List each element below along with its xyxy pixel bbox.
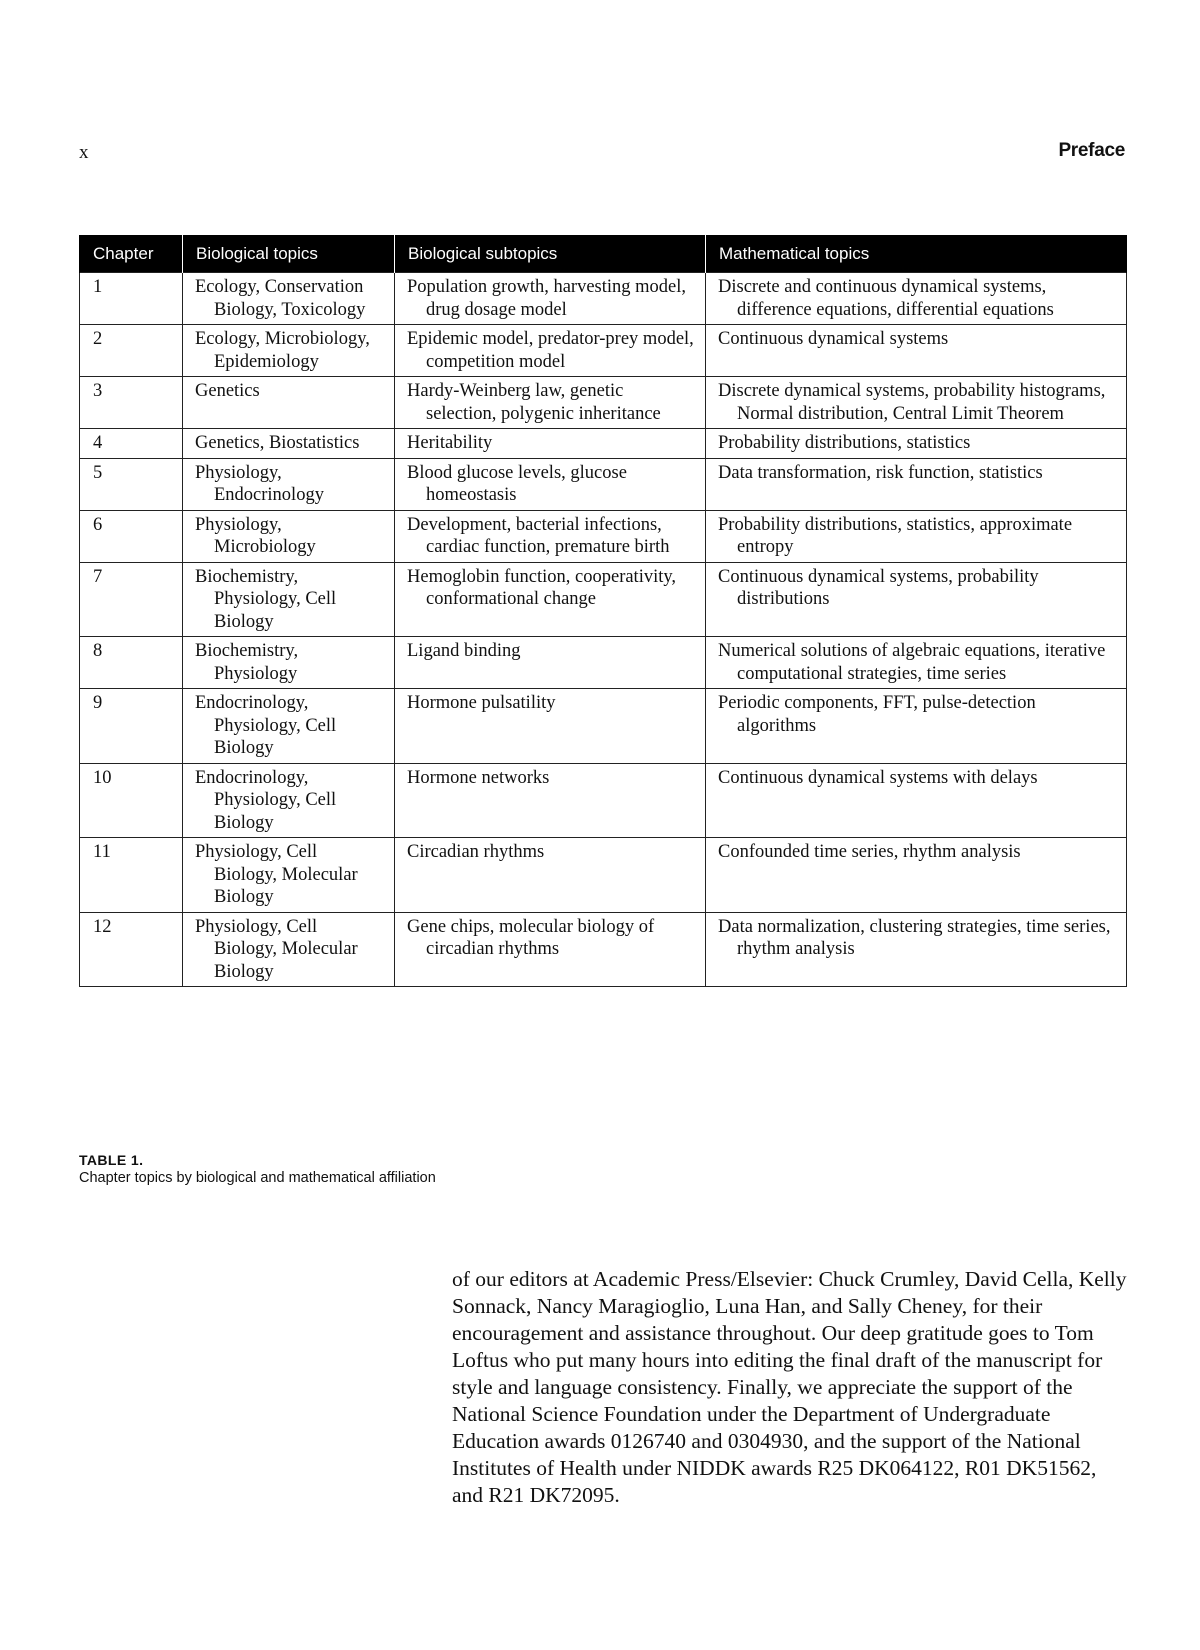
mathematical-topics-cell [706, 429, 1127, 459]
biological-subtopics-text: Heritability [407, 433, 493, 453]
biological-subtopics-cell [395, 763, 706, 838]
table-row [80, 377, 1127, 429]
caption-text: Chapter topics by biological and mathematical affiliation [79, 1170, 436, 1186]
chapter-cell: 2 [80, 325, 183, 377]
biological-topics-text: Genetics, Biostatistics [195, 433, 360, 453]
biological-topics-text: Endocrinology, Physiology, Cell Biology [195, 767, 337, 833]
chapter-cell: 5 [80, 458, 183, 510]
biological-topics-text: Physiology, Endocrinology [195, 462, 324, 505]
table-row [80, 637, 1127, 689]
biological-subtopics-text: Epidemic model, predator-prey model, competition model [407, 329, 694, 372]
biological-topics-cell [183, 458, 395, 510]
biological-subtopics-cell [395, 637, 706, 689]
biological-subtopics-text: Development, bacterial infections, cardiac function, premature birth [407, 514, 670, 557]
mathematical-topics-cell [706, 838, 1127, 913]
mathematical-topics-text: Probability distributions, statistics [718, 433, 971, 453]
table-row [80, 562, 1127, 637]
table-row [80, 273, 1127, 325]
table-row [80, 838, 1127, 913]
biological-subtopics-cell [395, 689, 706, 764]
biological-topics-cell [183, 637, 395, 689]
chapter-cell: 6 [80, 510, 183, 562]
mathematical-topics-text: Data normalization, clustering strategies, time series, rhythm analysis [718, 916, 1111, 959]
biological-subtopics-cell [395, 429, 706, 459]
table-row [80, 429, 1127, 459]
table-row [80, 912, 1127, 987]
chapter-cell: 11 [80, 838, 183, 913]
table-row [80, 458, 1127, 510]
biological-topics-text: Biochemistry, Physiology [195, 641, 299, 684]
mathematical-topics-text: Numerical solutions of algebraic equations, iterative computational strategies, time series [718, 641, 1106, 684]
chapter-cell: 9 [80, 689, 183, 764]
biological-topics-cell [183, 763, 395, 838]
mathematical-topics-cell [706, 325, 1127, 377]
biological-topics-text: Biochemistry, Physiology, Cell Biology [195, 566, 337, 632]
biological-topics-text: Endocrinology, Physiology, Cell Biology [195, 693, 337, 758]
mathematical-topics-text: Discrete and continuous dynamical systems, difference equations, differential equations [718, 277, 1054, 320]
chapter-cell: 8 [80, 637, 183, 689]
mathematical-topics-cell [706, 689, 1127, 764]
mathematical-topics-cell [706, 763, 1127, 838]
header-biological-topics: Biological topics [183, 235, 395, 273]
chapter-cell: 4 [80, 429, 183, 459]
body-paragraph: of our editors at Academic Press/Elsevier: Chuck Crumley, David Cella, Kelly Sonnack, Nancy Maragioglio, Luna Han, and Sally Cheney, for their encouragement and assistance throughout. Our deep gratitude goes to Tom Loftus who put many hours into editing the final draft of the manuscript for style and language consistency. Finally, we appreciate the support of the National Science Foundation under the Department of Undergraduate Education awards 0126740 and 0304930, and the support of the National Institutes of Health under NIDDK awards R25 DK064122, R01 DK51562, and R21 DK72095. [452, 1267, 1127, 1507]
biological-subtopics-cell [395, 562, 706, 637]
biological-topics-text: Ecology, Conservation Biology, Toxicology [195, 277, 366, 320]
biological-subtopics-text: Hardy-Weinberg law, genetic selection, polygenic inheritance [407, 381, 661, 424]
biological-subtopics-text: Hemoglobin function, cooperativity, conformational change [407, 566, 677, 609]
header-biological-subtopics: Biological subtopics [395, 235, 706, 273]
mathematical-topics-cell [706, 458, 1127, 510]
page-number: x [79, 142, 89, 163]
preface-body [452, 1266, 1132, 1509]
chapter-cell: 10 [80, 763, 183, 838]
mathematical-topics-cell [706, 912, 1127, 987]
biological-topics-text: Genetics [195, 381, 260, 401]
running-head: Preface [1058, 140, 1125, 161]
chapter-cell: 12 [80, 912, 183, 987]
table-row [80, 689, 1127, 764]
biological-topics-cell [183, 325, 395, 377]
biological-topics-cell [183, 562, 395, 637]
table-header-row [80, 235, 1127, 273]
mathematical-topics-text: Data transformation, risk function, statistics [718, 462, 1043, 483]
mathematical-topics-cell [706, 562, 1127, 637]
biological-topics-cell [183, 510, 395, 562]
biological-subtopics-cell [395, 838, 706, 913]
mathematical-topics-text: Continuous dynamical systems, probability distributions [718, 566, 1039, 609]
mathematical-topics-cell [706, 637, 1127, 689]
mathematical-topics-cell [706, 377, 1127, 429]
biological-topics-text: Physiology, Microbiology [195, 514, 316, 557]
biological-subtopics-cell [395, 912, 706, 987]
mathematical-topics-text: Probability distributions, statistics, approximate entropy [718, 514, 1073, 557]
biological-subtopics-cell [395, 510, 706, 562]
table-row [80, 763, 1127, 838]
biological-subtopics-text: Ligand binding [407, 641, 521, 661]
mathematical-topics-text: Continuous dynamical systems [718, 329, 949, 349]
header-mathematical-topics: Mathematical topics [706, 235, 1127, 273]
biological-subtopics-cell [395, 273, 706, 325]
biological-topics-cell [183, 429, 395, 459]
mathematical-topics-cell [706, 510, 1127, 562]
mathematical-topics-text: Confounded time series, rhythm analysis [718, 842, 1021, 862]
chapter-topics-table [79, 235, 1127, 987]
biological-subtopics-cell [395, 325, 706, 377]
mathematical-topics-text: Periodic components, FFT, pulse-detection algorithms [718, 693, 1036, 736]
biological-subtopics-text: Hormone networks [407, 767, 550, 788]
biological-topics-cell [183, 273, 395, 325]
caption-label: TABLE 1. [79, 1152, 144, 1168]
biological-topics-cell [183, 689, 395, 764]
biological-topics-cell [183, 377, 395, 429]
biological-subtopics-text: Population growth, harvesting model, drug dosage model [407, 277, 687, 320]
biological-subtopics-cell [395, 458, 706, 510]
biological-subtopics-cell [395, 377, 706, 429]
chapter-cell: 1 [80, 273, 183, 325]
biological-topics-text: Physiology, Cell Biology, Molecular Biology [195, 916, 358, 982]
biological-topics-text: Physiology, Cell Biology, Molecular Biology [195, 842, 358, 907]
chapter-cell: 3 [80, 377, 183, 429]
biological-topics-text: Ecology, Microbiology, Epidemiology [195, 329, 370, 372]
table-row [80, 325, 1127, 377]
biological-subtopics-text: Circadian rhythms [407, 842, 545, 862]
mathematical-topics-text: Continuous dynamical systems with delays [718, 767, 1038, 788]
biological-subtopics-text: Gene chips, molecular biology of circadian rhythms [407, 916, 655, 959]
header-chapter: Chapter [80, 235, 183, 273]
biological-topics-cell [183, 912, 395, 987]
table-caption [79, 1152, 436, 1186]
biological-topics-cell [183, 838, 395, 913]
mathematical-topics-text: Discrete dynamical systems, probability histograms, Normal distribution, Central Limit Theorem [718, 381, 1106, 424]
biological-subtopics-text: Hormone pulsatility [407, 693, 556, 713]
biological-subtopics-text: Blood glucose levels, glucose homeostasis [407, 462, 627, 505]
chapter-cell: 7 [80, 562, 183, 637]
table-row [80, 510, 1127, 562]
mathematical-topics-cell [706, 273, 1127, 325]
